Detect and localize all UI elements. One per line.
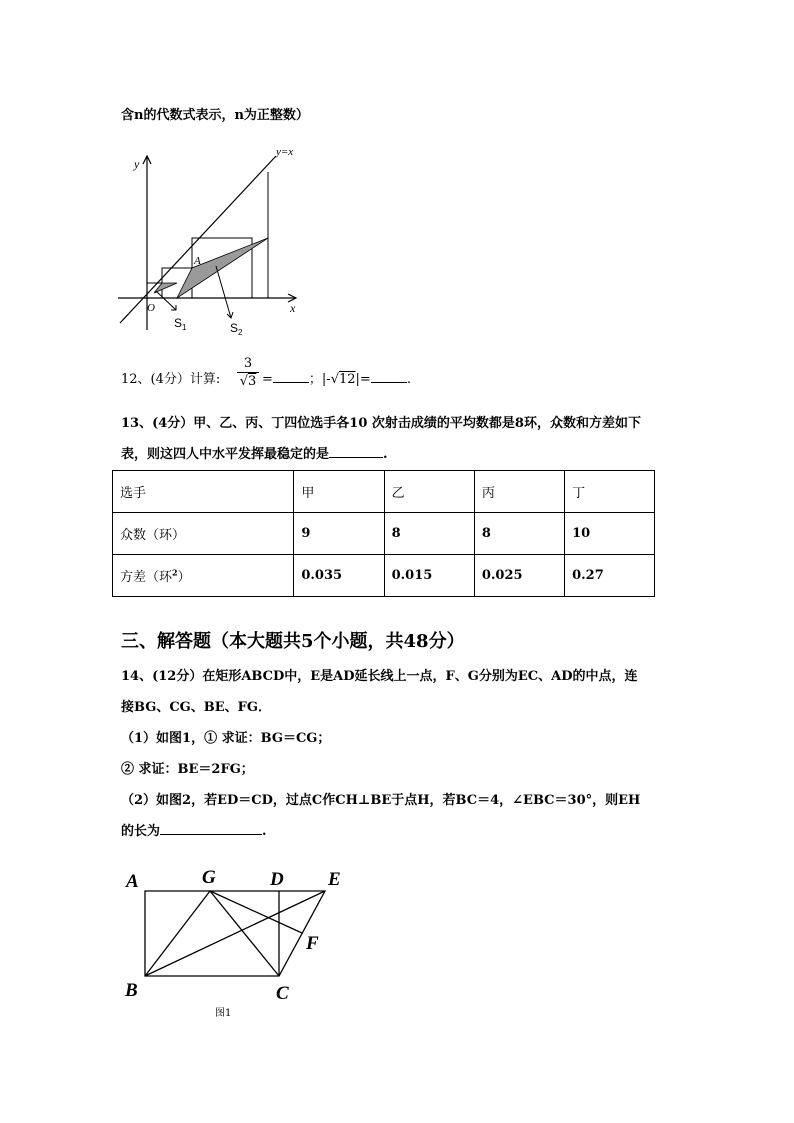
y-axis-label: y <box>134 157 140 171</box>
vertex-e-label: E <box>328 869 341 890</box>
fraction-numerator: 3 <box>243 356 253 371</box>
row-label <box>113 555 294 597</box>
q13-line-1: 13、(4分）甲、乙、丙、丁四位选手各10 次射击成绩的平均数都是8环，众数和方差如下 <box>121 416 641 431</box>
q12-prefix: 12、(4分）计算: <box>121 372 221 387</box>
table-cell: 9 <box>294 513 384 555</box>
q14-line-4: ② 求证：BE＝2FG； <box>121 762 254 777</box>
figure-caption: 图1 <box>215 1008 232 1019</box>
q12-period: . <box>406 372 411 387</box>
header-cell: 选手 <box>113 471 294 513</box>
segment-gc <box>210 891 279 976</box>
s1-pointer <box>156 291 176 310</box>
segment-bg <box>145 891 210 976</box>
q14-answer-blank[interactable] <box>160 822 262 835</box>
segment-gf <box>210 891 302 933</box>
q12-blank-2[interactable] <box>371 370 407 383</box>
table-cell: 8 <box>384 513 474 555</box>
line-label: y=x <box>276 146 294 158</box>
q14-line-5: （2）如图2，若ED＝CD，过点C作CH⊥BE于点H，若BC＝4，∠EBC＝30°，则EH <box>121 793 641 808</box>
header-cell: 丙 <box>474 471 564 513</box>
q12-equals: = <box>262 372 273 387</box>
header-cell: 乙 <box>384 471 474 513</box>
vertex-a-label: A <box>126 871 139 892</box>
x-axis-label: x <box>290 301 296 315</box>
q13-period: . <box>383 447 388 462</box>
row-label-superscript: 2 <box>172 567 178 578</box>
q12-radicand: 12 <box>338 372 356 387</box>
table-cell: 8 <box>474 513 564 555</box>
q13-answer-blank[interactable] <box>329 445 383 458</box>
q13-line-2 <box>121 445 388 465</box>
q14-line-1: 14、(12分）在矩形ABCD中，E是AD延长线上一点，F、G分别为EC、AD的中点，连 <box>121 669 638 684</box>
staircase-graph-figure <box>116 140 316 340</box>
q14-period: . <box>262 824 267 839</box>
table-cell: 0.27 <box>565 555 655 597</box>
row-label: 众数（环） <box>113 513 294 555</box>
table-row-mode <box>113 513 655 555</box>
segment-be <box>145 891 325 976</box>
q14-line-3: （1）如图1，① 求证：BG＝CG； <box>121 731 331 746</box>
vertex-c-label: C <box>276 983 289 1004</box>
table-cell: 10 <box>565 513 655 555</box>
table-cell: 0.025 <box>474 555 564 597</box>
header-cell: 甲 <box>294 471 384 513</box>
q12-fraction <box>237 356 259 391</box>
vertex-f-label: F <box>306 933 319 954</box>
q12-answer-area: = ；|-√12|= . <box>262 372 411 387</box>
q14-line-2: 接BG、CG、BE、FG． <box>121 700 272 715</box>
q12-abs-equals: |= <box>355 372 371 387</box>
rectangle-geometry-figure <box>118 860 358 1020</box>
shaded-region-s1 <box>154 283 177 293</box>
vertex-g-label: G <box>202 867 216 888</box>
row-label-close: ） <box>177 570 191 585</box>
vertex-d-label: D <box>270 869 284 890</box>
table-cell: 0.035 <box>294 555 384 597</box>
table-cell: 0.015 <box>384 555 474 597</box>
intro-line: 含n的代数式表示，n为正整数） <box>121 108 309 123</box>
q13-line-2-text: 表，则这四人中水平发挥最稳定的是 <box>121 447 330 462</box>
point-a-label: A <box>194 255 201 267</box>
q12-blank-1[interactable] <box>273 370 309 383</box>
q14-line-6-text: 的长为 <box>121 824 161 839</box>
table-row-variance <box>113 555 655 597</box>
section-heading: 三、解答题（本大题共5个小题，共48分） <box>121 631 465 652</box>
fraction-denominator: √3 <box>239 374 257 389</box>
s2-label: $S_2$ <box>230 321 243 337</box>
table-header-row <box>113 471 655 513</box>
s1-label: $S_1$ <box>174 316 187 332</box>
q12-mid: ；|- <box>308 372 331 387</box>
origin-label: O <box>147 302 155 314</box>
header-cell: 丁 <box>565 471 655 513</box>
scores-table <box>112 470 655 597</box>
s2-pointer <box>216 266 231 318</box>
vertex-b-label: B <box>125 980 138 1001</box>
q14-line-6 <box>121 822 267 842</box>
den-radicand: 3 <box>248 374 257 389</box>
row-label-text: 方差（环 <box>120 570 173 585</box>
